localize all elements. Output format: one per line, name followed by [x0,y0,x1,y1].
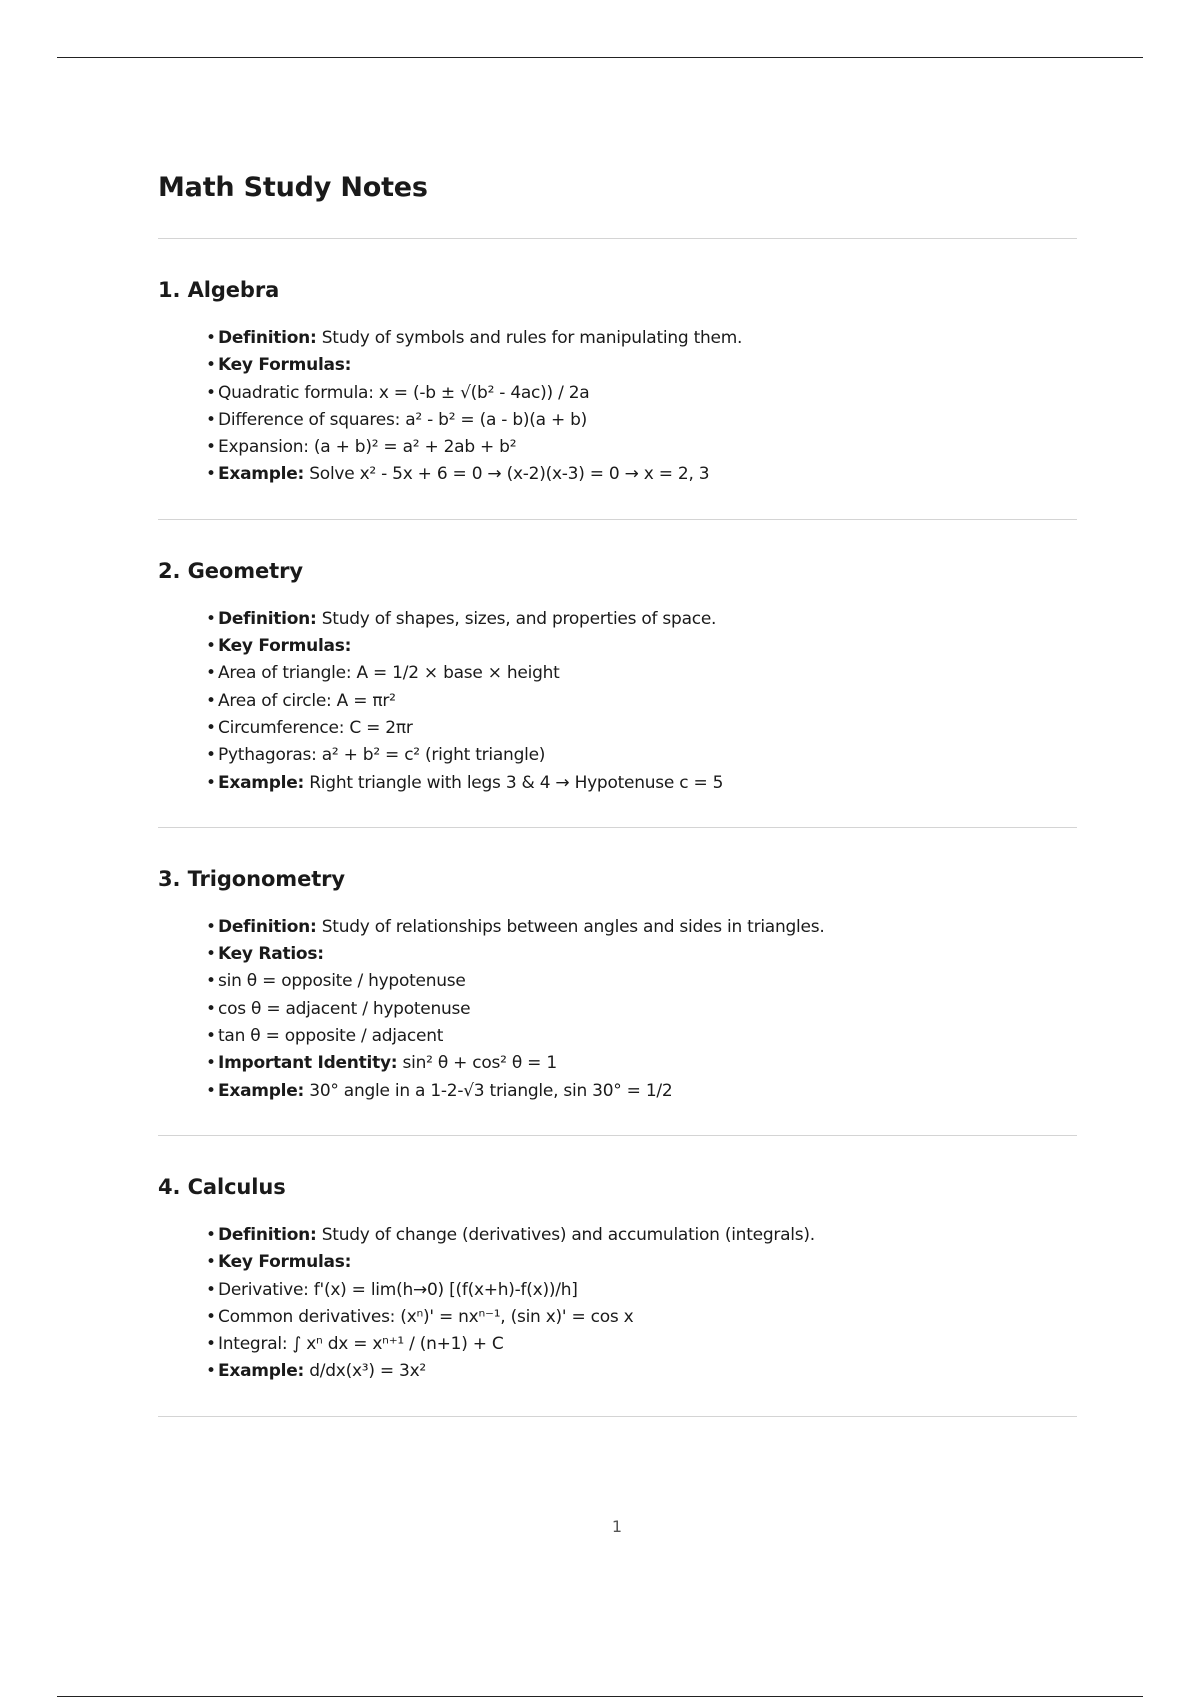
list-item [206,434,1077,461]
bullet-icon: • [206,1080,216,1101]
list-item [206,715,1077,742]
section-heading: 4. Calculus [158,1174,286,1199]
section-heading: 1. Algebra [158,278,280,302]
page-number: 1 [611,1517,623,1536]
bullet-icon: • [206,409,216,430]
item-label: Example: [218,1080,305,1101]
bullet-list [158,1222,1077,1386]
item-text: Circumference: C = 2πr [218,717,413,738]
bullet-icon: • [206,690,216,711]
section-heading: 2. Geometry [158,558,303,583]
item-text: tan θ = opposite / adjacent [218,1026,444,1047]
list-item [206,770,1077,797]
item-label: Example: [218,1361,305,1382]
item-text: sin² θ + cos² θ = 1 [397,1053,557,1074]
list-item [206,1078,1077,1105]
item-text: d/dx(x³) = 3x² [304,1361,427,1382]
bullet-icon: • [206,1306,216,1327]
bullet-icon: • [206,1053,216,1074]
item-text: Study of shapes, sizes, and properties of space. [316,608,717,629]
list-item [206,1358,1077,1385]
list-item [206,1222,1077,1249]
page-bottom-rule [57,1696,1143,1697]
bullet-icon: • [206,916,216,937]
section-geometry [158,556,1077,828]
bullet-list [158,325,1077,489]
section-calculus [158,1172,1077,1417]
list-item [206,1249,1077,1276]
item-text: Right triangle with legs 3 & 4 → Hypotenuse c = 5 [304,772,724,793]
item-text: sin θ = opposite / hypotenuse [218,971,466,992]
page-title: Math Study Notes [158,172,428,203]
bullet-icon: • [206,1026,216,1047]
item-text: Common derivatives: (xⁿ)' = nxⁿ⁻¹, (sin x)' = cos x [218,1306,634,1327]
list-item [206,352,1077,379]
item-label: Example: [218,772,305,793]
bullet-icon: • [206,328,216,348]
item-label: Definition: [218,328,317,348]
item-label: Definition: [218,1224,317,1245]
section-heading: 3. Trigonometry [158,866,346,891]
item-label: Key Formulas: [218,355,352,376]
bullet-icon: • [206,772,216,793]
bullet-icon: • [206,1361,216,1382]
list-item [206,660,1077,687]
item-label: Definition: [218,608,317,629]
section-divider [158,1416,1077,1417]
item-label: Key Formulas: [218,1252,352,1273]
list-item [206,633,1077,660]
bullet-icon: • [206,1224,216,1245]
item-text: Study of change (derivatives) and accumulation (integrals). [316,1224,815,1245]
document-body [158,168,1077,1417]
title-divider [158,238,1077,239]
bullet-icon: • [206,355,216,376]
bullet-list [158,914,1077,1105]
list-item [206,407,1077,434]
item-text: Quadratic formula: x = (-b ± √(b² - 4ac)) / 2a [218,382,590,403]
bullet-icon: • [206,1334,216,1355]
list-item [206,1023,1077,1050]
bullet-icon: • [206,636,216,657]
bullet-icon: • [206,745,216,766]
item-text: Difference of squares: a² - b² = (a - b)(a + b) [218,409,588,430]
list-item [206,996,1077,1023]
list-item [206,742,1077,769]
section-divider [158,827,1077,828]
item-text: Solve x² - 5x + 6 = 0 → (x-2)(x-3) = 0 → x = 2, 3 [304,464,710,485]
item-text: 30° angle in a 1-2-√3 triangle, sin 30° = 1/2 [304,1080,673,1101]
list-item [206,941,1077,968]
bullet-icon: • [206,717,216,738]
list-item [206,606,1077,633]
item-text: Integral: ∫ xⁿ dx = xⁿ⁺¹ / (n+1) + C [218,1334,504,1355]
list-item [206,325,1077,352]
bullet-icon: • [206,663,216,684]
list-item [206,914,1077,941]
section-algebra [158,275,1077,520]
section-divider [158,519,1077,520]
section-trigonometry [158,864,1077,1136]
bullet-list [158,606,1077,797]
list-item [206,1331,1077,1358]
bullet-icon: • [206,382,216,403]
item-text: Expansion: (a + b)² = a² + 2ab + b² [218,437,517,458]
item-text: cos θ = adjacent / hypotenuse [218,998,471,1019]
list-item [206,461,1077,488]
bullet-icon: • [206,998,216,1019]
item-label: Key Formulas: [218,636,352,657]
bullet-icon: • [206,464,216,485]
bullet-icon: • [206,1279,216,1300]
list-item [206,380,1077,407]
bullet-icon: • [206,971,216,992]
list-item [206,1277,1077,1304]
item-label: Key Ratios: [218,944,324,965]
list-item [206,688,1077,715]
list-item [206,1304,1077,1331]
item-text: Study of symbols and rules for manipulating them. [316,328,743,348]
section-divider [158,1135,1077,1136]
item-text: Area of circle: A = πr² [218,690,396,711]
bullet-icon: • [206,437,216,458]
bullet-icon: • [206,944,216,965]
item-label: Example: [218,464,305,485]
item-text: Derivative: f'(x) = lim(h→0) [(f(x+h)-f(x))/h] [218,1279,578,1300]
item-label: Definition: [218,916,317,937]
page-top-rule [57,57,1143,58]
list-item [206,968,1077,995]
item-text: Area of triangle: A = 1/2 × base × height [218,663,560,684]
bullet-icon: • [206,1252,216,1273]
item-label: Important Identity: [218,1053,398,1074]
item-text: Study of relationships between angles and sides in triangles. [316,916,825,937]
list-item [206,1050,1077,1077]
item-text: Pythagoras: a² + b² = c² (right triangle) [218,745,546,766]
bullet-icon: • [206,608,216,629]
